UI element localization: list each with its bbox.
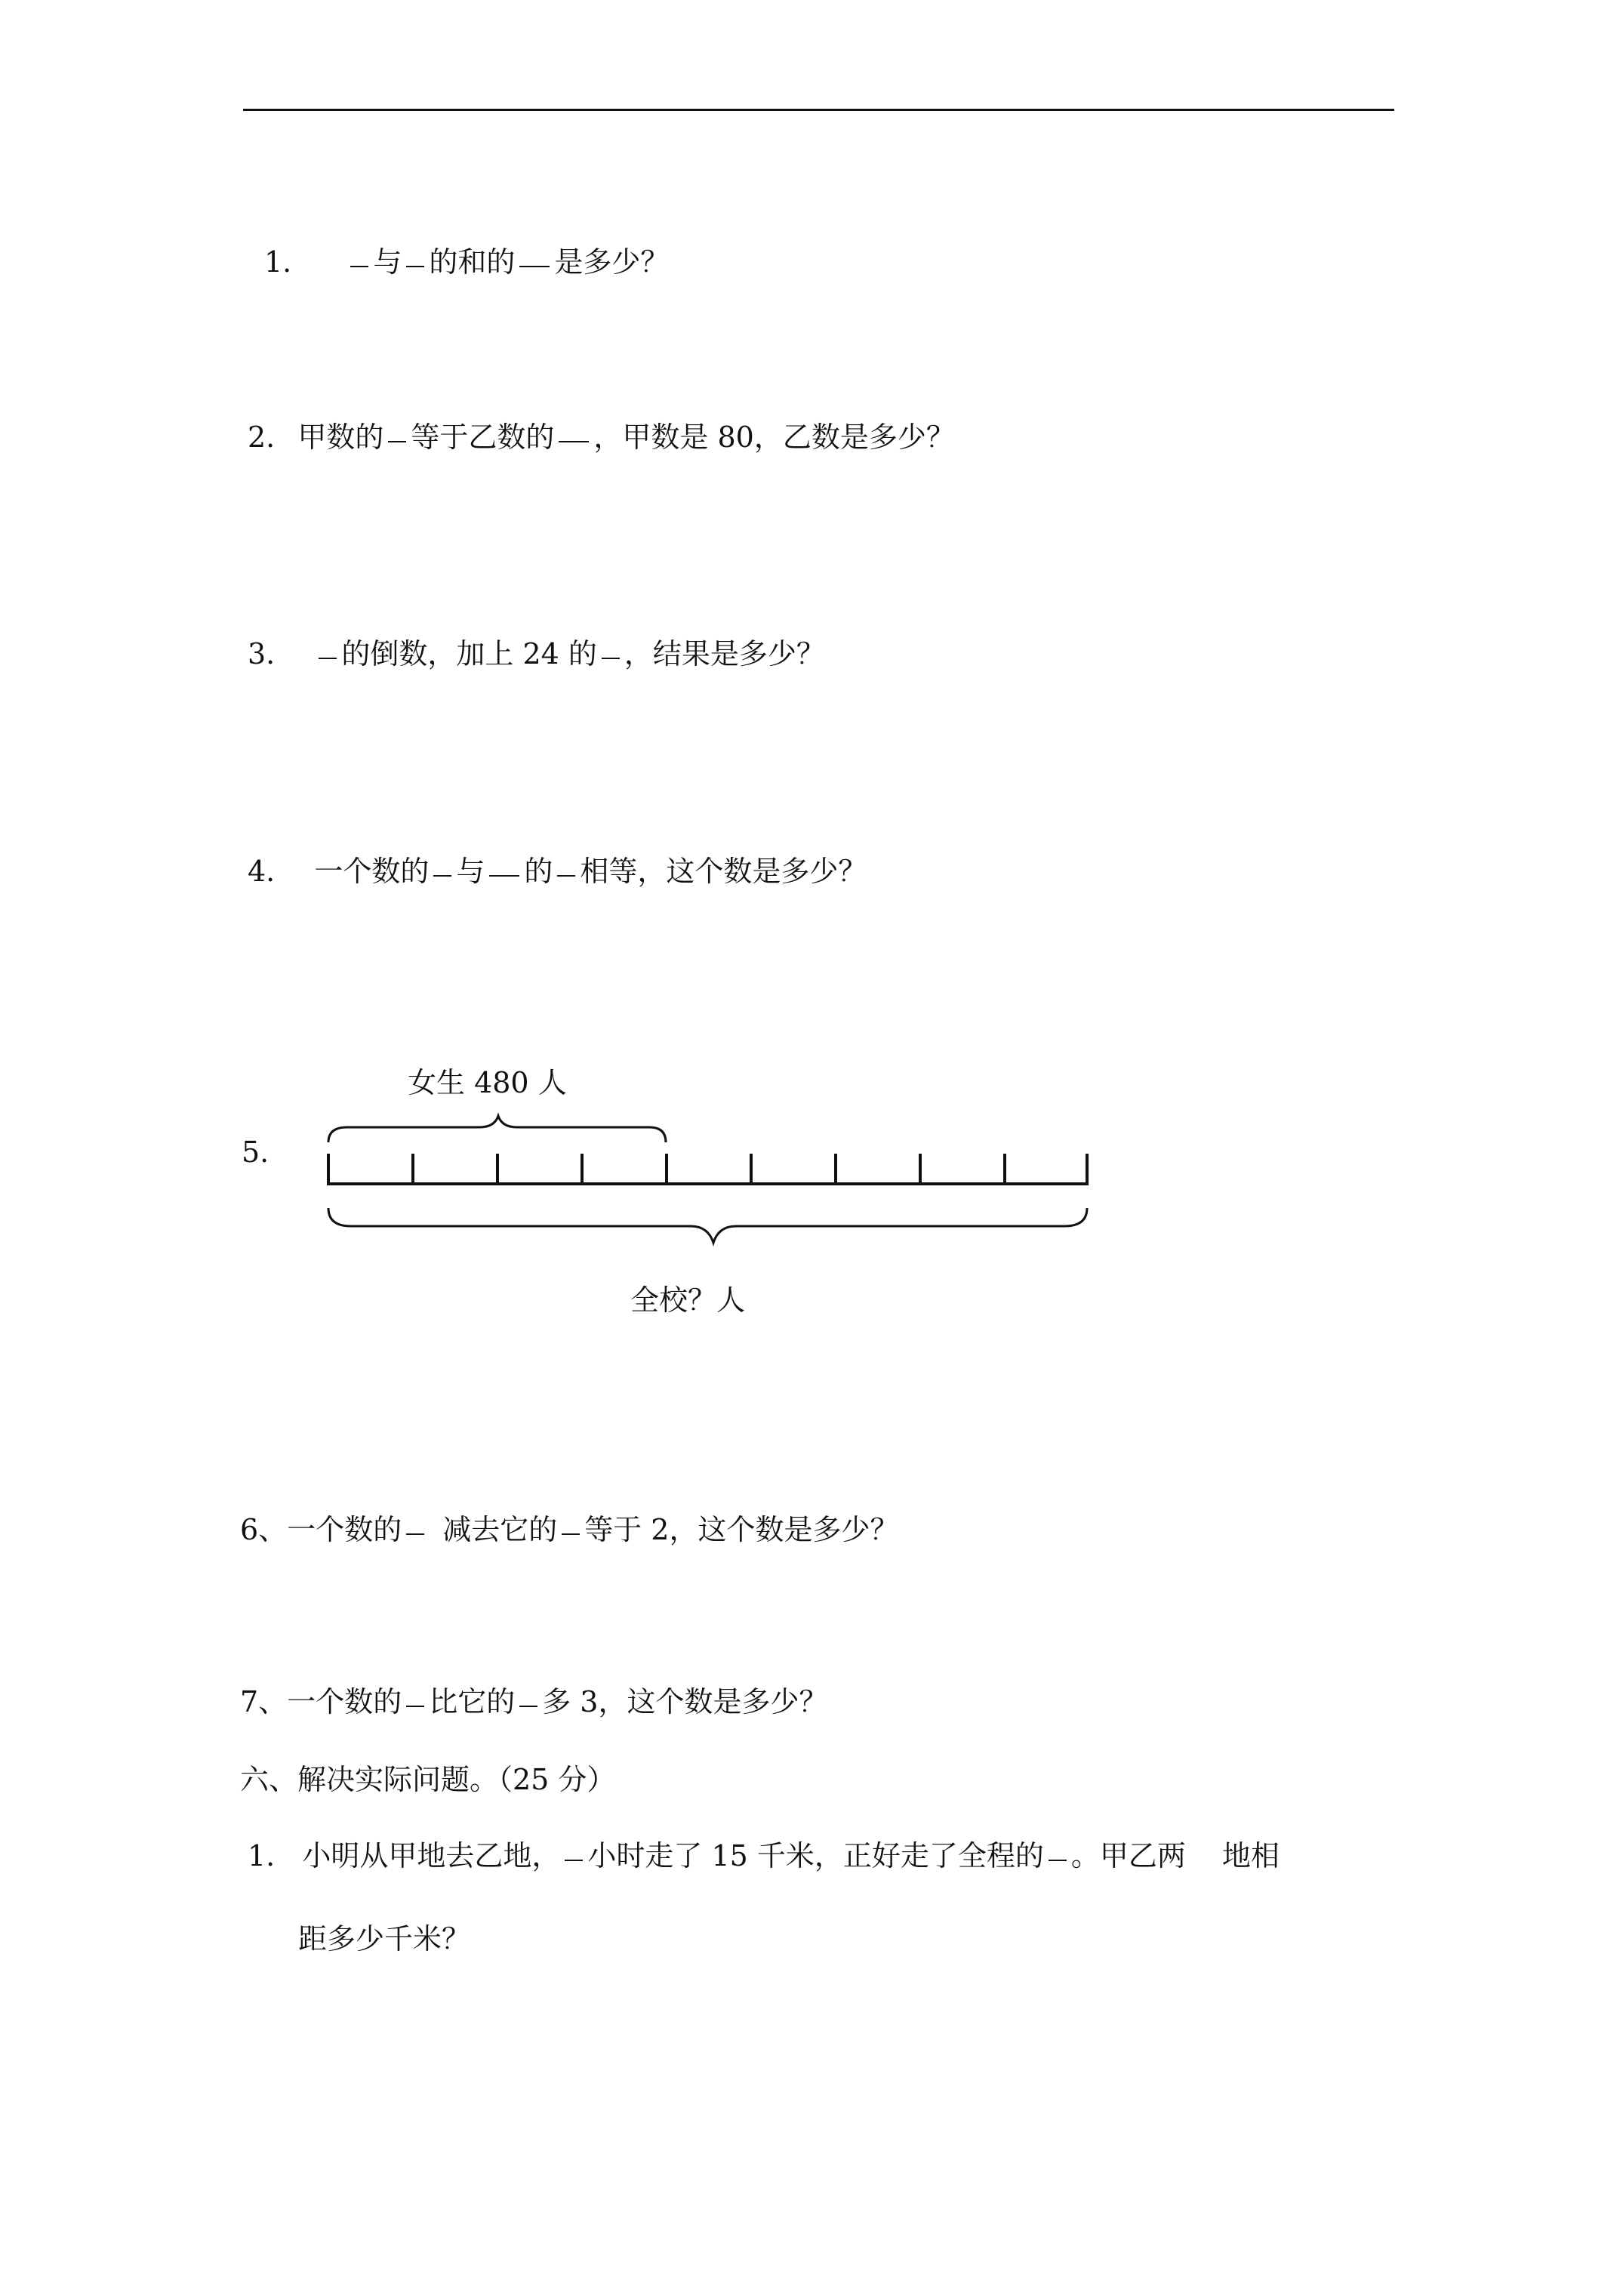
fraction-blank — [562, 1533, 580, 1535]
school-brace — [328, 1208, 1087, 1243]
fraction-blank — [565, 1860, 583, 1861]
fraction-blank — [406, 1533, 424, 1535]
fraction-blank — [406, 1706, 424, 1707]
question-4: 4. 一个数的 与 的 相等，这个数是多少？ — [248, 855, 867, 888]
question-1: 1. 与 的和的 是多少？ — [264, 245, 670, 279]
question-number: 4. — [248, 855, 276, 888]
question-number: 2. — [248, 421, 276, 454]
question-number: 5. — [242, 1136, 269, 1169]
section-6-question-1-line-2: 距多少千米？ — [298, 1922, 471, 1955]
question-6: 6、一个数的 减去它的 等于 2，这个数是多少？ — [240, 1513, 899, 1546]
girls-label: 女生 480 人 — [408, 1066, 567, 1099]
question-number: 1. — [248, 1839, 276, 1872]
question-number: 6、 — [240, 1513, 288, 1546]
question-number: 1. — [264, 245, 292, 279]
school-total-label: 全校？人 — [630, 1284, 746, 1317]
tick-marks — [328, 1154, 1087, 1185]
question-3: 3. 的倒数，加上 24 的 ，结果是多少？ — [248, 637, 825, 670]
fraction-blank — [519, 1706, 537, 1707]
girls-brace — [328, 1116, 666, 1142]
section-6-heading: 六、解决实际问题。（25 分） — [240, 1763, 616, 1796]
section-6-question-1: 1. 小明从甲地去乙地， 小时走了 15 千米，正好走了全程的 。甲乙两 地相 — [248, 1839, 1280, 1872]
question-7: 7、一个数的 比它的 多 3，这个数是多少？ — [240, 1685, 828, 1718]
question-number: 3. — [248, 637, 276, 670]
fraction-blank — [1049, 1860, 1067, 1861]
question-number: 7、 — [240, 1685, 288, 1718]
question-2: 2. 甲数的 等于乙数的 ，甲数是 80，乙数是多少？ — [248, 421, 955, 454]
